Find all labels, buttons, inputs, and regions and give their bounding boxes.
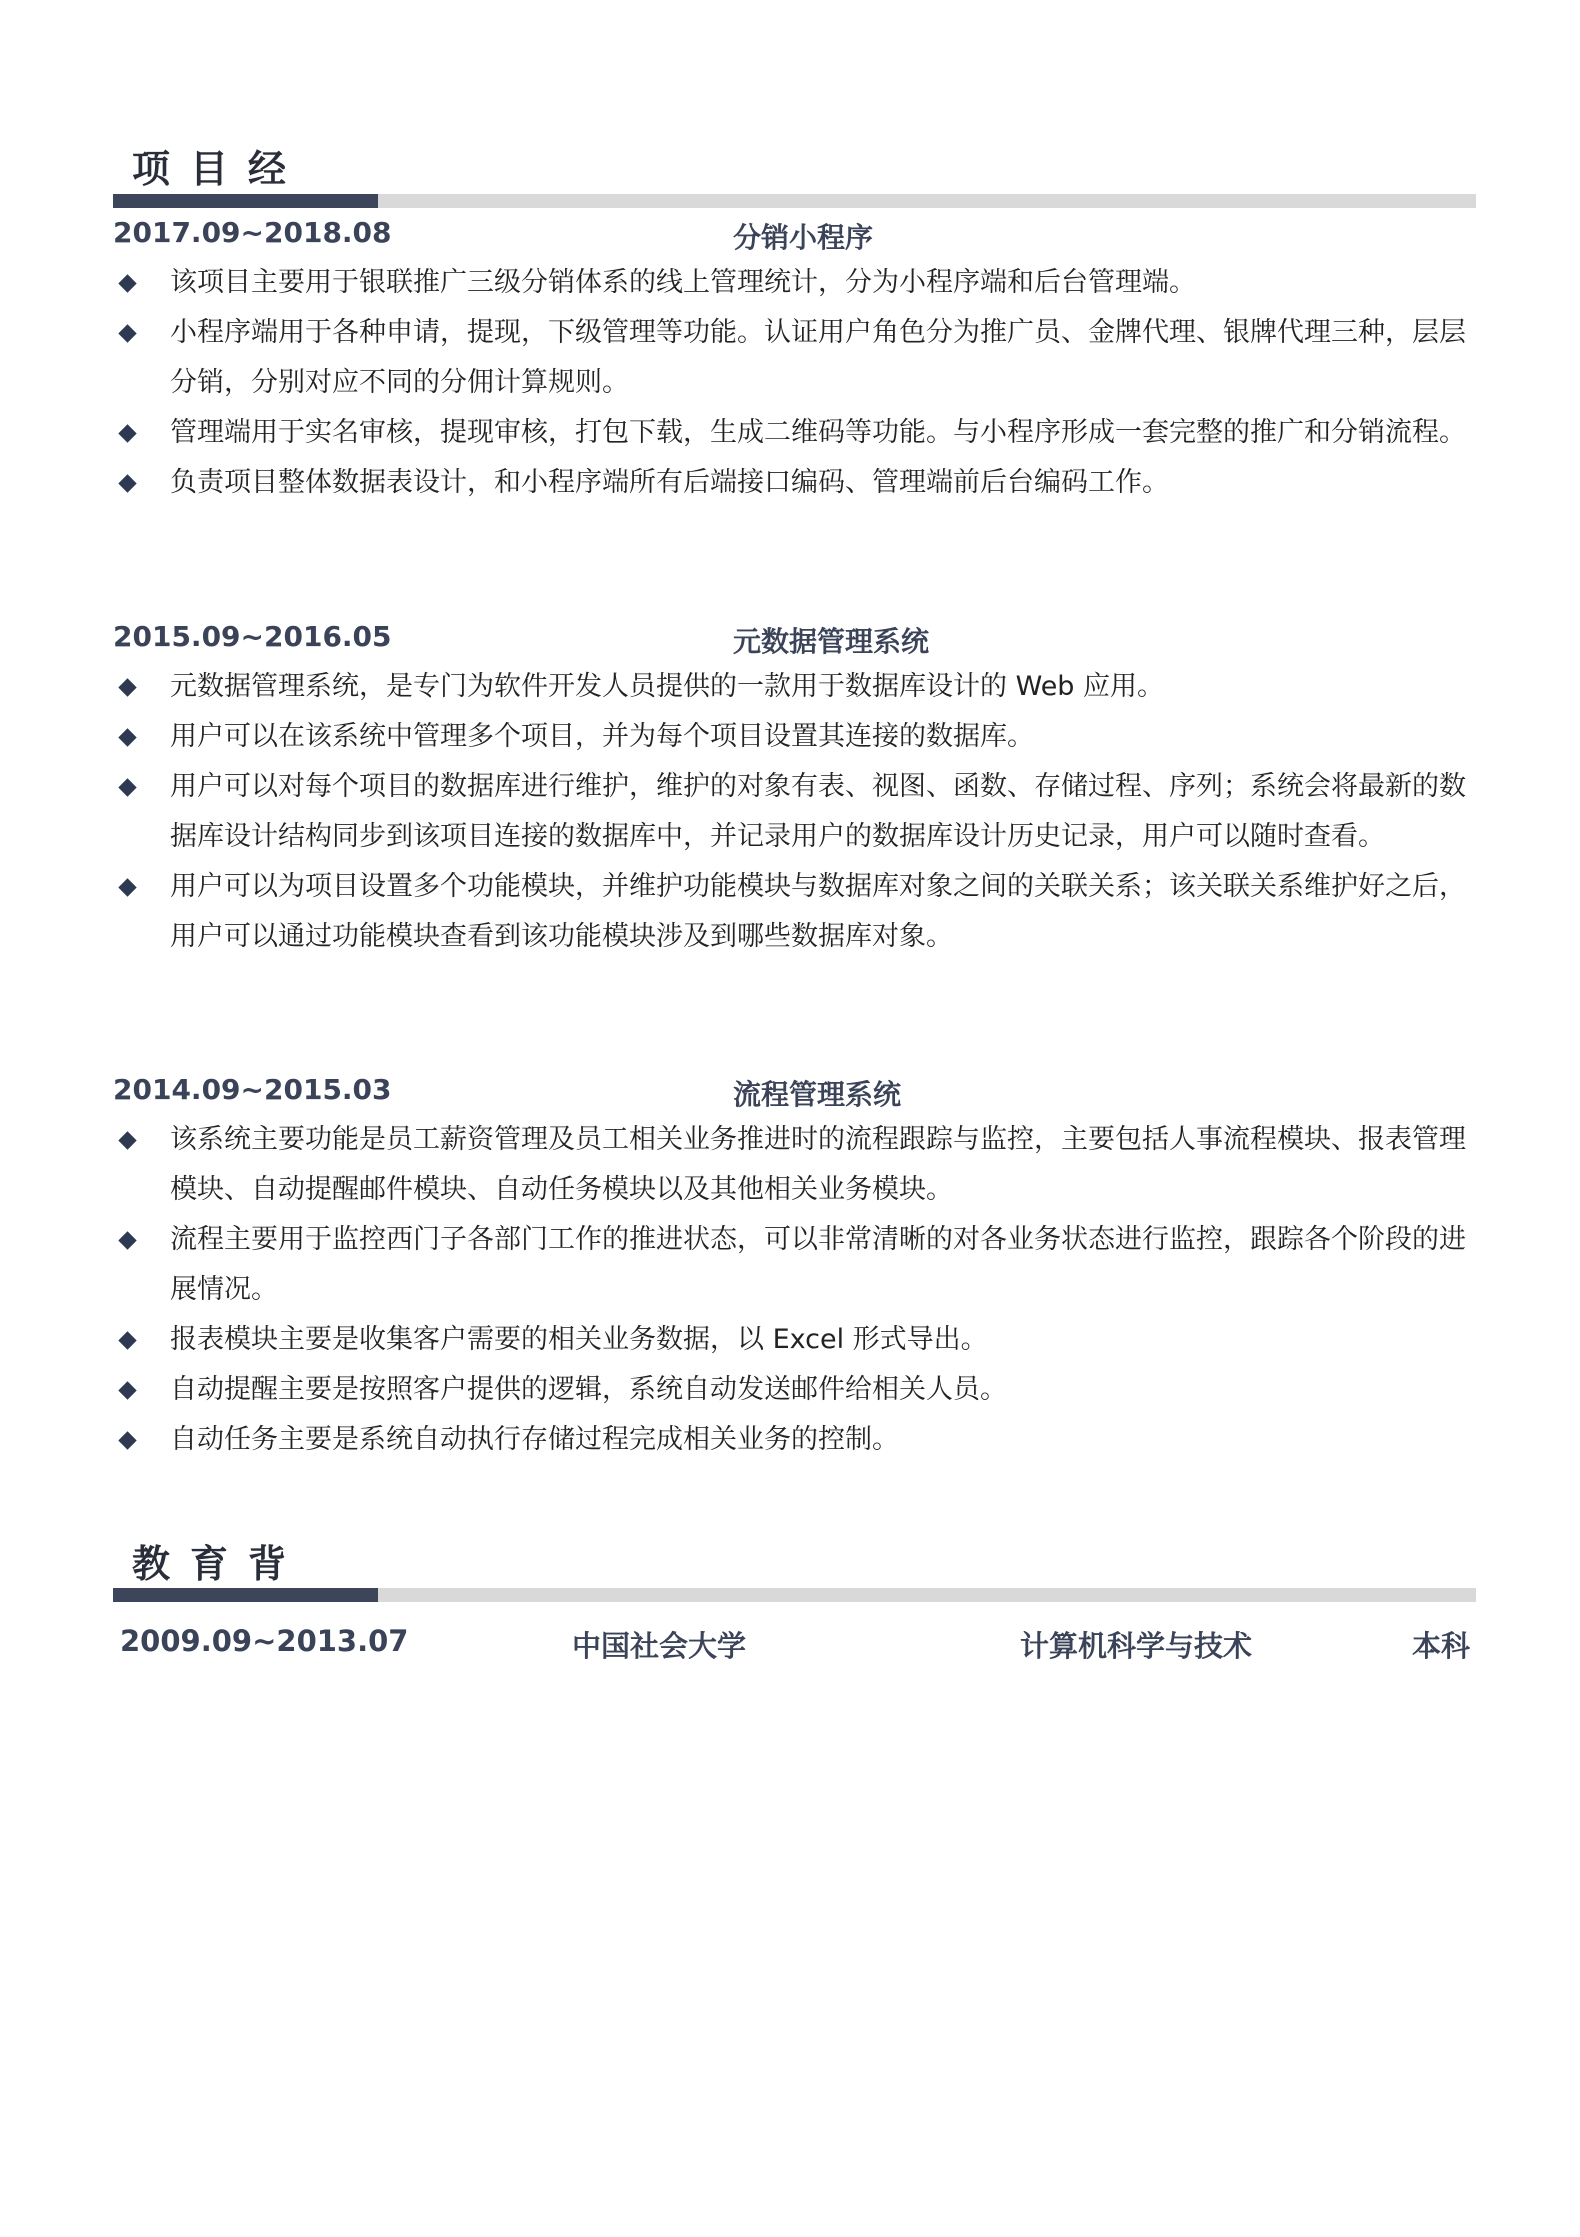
project-item xyxy=(113,1073,1476,1465)
education-degree: 本科 xyxy=(1412,1629,1471,1663)
bullet-text: 管理端用于实名审核，提现审核，打包下载，生成二维码等功能。与小程序形成一套完整的推广和分销流程。 xyxy=(170,417,1466,448)
bullet-text: 该项目主要用于银联推广三级分销体系的线上管理统计，分为小程序端和后台管理端。 xyxy=(170,267,1196,298)
bullet-text: 用户可以在该系统中管理多个项目，并为每个项目设置其连接的数据库。 xyxy=(170,721,1034,752)
diamond-bullet-icon xyxy=(118,1131,136,1149)
project-header xyxy=(113,216,1476,256)
project-item xyxy=(113,216,1476,508)
education-title-bar xyxy=(113,1588,1476,1602)
project-item xyxy=(113,620,1476,962)
bullet-text: 自动提醒主要是按照客户提供的逻辑，系统自动发送邮件给相关人员。 xyxy=(170,1374,1007,1405)
project-date: 2014.09~2015.03 xyxy=(113,1073,392,1106)
bullet-text: 负责项目整体数据表设计，和小程序端所有后端接口编码、管理端前后台编码工作。 xyxy=(170,467,1169,498)
bullet-item xyxy=(113,308,1476,408)
project-name: 分销小程序 xyxy=(733,221,874,254)
bullet-item xyxy=(113,862,1476,962)
project-bullets xyxy=(113,1115,1476,1465)
diamond-bullet-icon xyxy=(118,1331,136,1349)
projects-title-bar xyxy=(113,194,1476,208)
diamond-bullet-icon xyxy=(118,878,136,896)
bullet-text: 该系统主要功能是员工薪资管理及员工相关业务推进时的流程跟踪与监控，主要包括人事流程模块、报表管理模块、自动提醒邮件模块、自动任务模块以及其他相关业务模块。 xyxy=(170,1124,1466,1205)
diamond-bullet-icon xyxy=(118,274,136,292)
project-bullets xyxy=(113,662,1476,962)
bullet-text: 用户可以对每个项目的数据库进行维护，维护的对象有表、视图、函数、存储过程、序列；系统会将最新的数据库设计结构同步到该项目连接的数据库中，并记录用户的数据库设计历史记录，用户可以随时查看。 xyxy=(170,771,1466,852)
bullet-item xyxy=(113,458,1476,508)
education-major: 计算机科学与技术 xyxy=(1020,1629,1253,1663)
bullet-item xyxy=(113,1215,1476,1315)
project-date: 2015.09~2016.05 xyxy=(113,620,392,653)
title-bar-accent xyxy=(113,1588,378,1602)
project-header xyxy=(113,1073,1476,1113)
bullet-item xyxy=(113,1315,1476,1365)
bullet-item xyxy=(113,762,1476,862)
project-header xyxy=(113,620,1476,660)
bullet-item xyxy=(113,258,1476,308)
education-school: 中国社会大学 xyxy=(572,1629,747,1663)
diamond-bullet-icon xyxy=(118,1381,136,1399)
bullet-text: 元数据管理系统，是专门为软件开发人员提供的一款用于数据库设计的 Web 应用。 xyxy=(170,671,1165,702)
bullet-text: 用户可以为项目设置多个功能模块，并维护功能模块与数据库对象之间的关联关系；该关联关系维护好之后，用户可以通过功能模块查看到该功能模块涉及到哪些数据库对象。 xyxy=(170,871,1466,952)
education-date: 2009.09~2013.07 xyxy=(120,1624,409,1658)
project-bullets xyxy=(113,258,1476,508)
bullet-item xyxy=(113,1365,1476,1415)
bullet-item xyxy=(113,408,1476,458)
bullet-item xyxy=(113,662,1476,712)
bullet-item xyxy=(113,1415,1476,1465)
education-section-title: 教育背 xyxy=(132,1542,307,1586)
diamond-bullet-icon xyxy=(118,1431,136,1449)
project-name: 元数据管理系统 xyxy=(733,625,930,658)
diamond-bullet-icon xyxy=(118,678,136,696)
diamond-bullet-icon xyxy=(118,424,136,442)
diamond-bullet-icon xyxy=(118,324,136,342)
diamond-bullet-icon xyxy=(118,474,136,492)
education-row xyxy=(120,1624,1480,1668)
project-date: 2017.09~2018.08 xyxy=(113,216,392,249)
projects-section-title: 项目经 xyxy=(132,147,307,191)
diamond-bullet-icon xyxy=(118,778,136,796)
bullet-text: 报表模块主要是收集客户需要的相关业务数据，以 Excel 形式导出。 xyxy=(170,1324,988,1355)
project-name: 流程管理系统 xyxy=(733,1078,902,1111)
bullet-text: 自动任务主要是系统自动执行存储过程完成相关业务的控制。 xyxy=(170,1424,899,1455)
bullet-text: 小程序端用于各种申请，提现，下级管理等功能。认证用户角色分为推广员、金牌代理、银牌代理三种，层层分销，分别对应不同的分佣计算规则。 xyxy=(170,317,1466,398)
diamond-bullet-icon xyxy=(118,728,136,746)
diamond-bullet-icon xyxy=(118,1231,136,1249)
bullet-item xyxy=(113,712,1476,762)
bullet-item xyxy=(113,1115,1476,1215)
bullet-text: 流程主要用于监控西门子各部门工作的推进状态，可以非常清晰的对各业务状态进行监控，跟踪各个阶段的进展情况。 xyxy=(170,1224,1466,1305)
title-bar-accent xyxy=(113,194,378,208)
